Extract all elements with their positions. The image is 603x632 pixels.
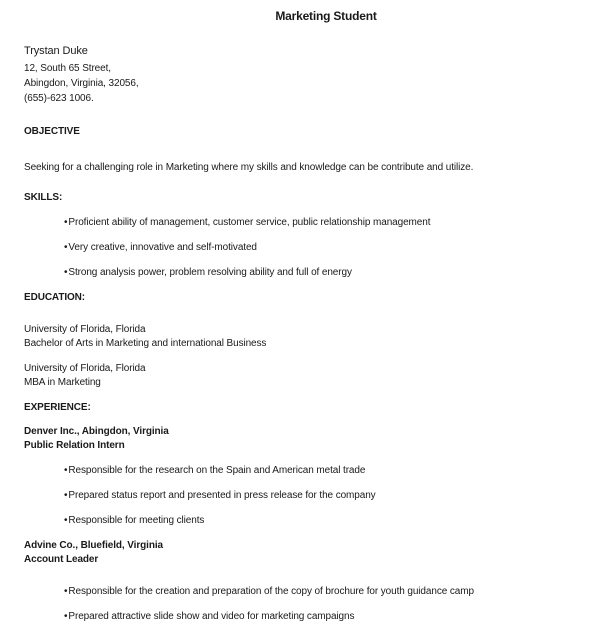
education-school: University of Florida, Florida [24, 363, 146, 374]
contact-address-line2: Abingdon, Virginia, 32056, [24, 78, 139, 89]
contact-name: Trystan Duke [24, 45, 88, 57]
job-item: • Responsible for the creation and preparation of the copy of brochure for youth guidance camp [64, 585, 474, 598]
job-item: • Responsible for the research on the Spain and American metal trade [64, 464, 365, 477]
education-heading: EDUCATION: [24, 292, 86, 303]
experience-heading: EXPERIENCE: [24, 402, 91, 413]
contact-address-line1: 12, South 65 Street, [24, 63, 111, 74]
skills-item: • Very creative, innovative and self-motivated [64, 241, 257, 254]
job-item: • Prepared attractive slide show and video for marketing campaigns [64, 610, 354, 623]
education-school: University of Florida, Florida [24, 324, 146, 335]
contact-phone: (655)-623 1006. [24, 93, 94, 104]
education-degree: Bachelor of Arts in Marketing and international Business [24, 338, 267, 349]
education-degree: MBA in Marketing [24, 377, 101, 388]
job-company: Advine Co., Bluefield, Virginia [24, 540, 163, 551]
page-title: Marketing Student [275, 9, 377, 23]
job-role: Public Relation Intern [24, 440, 125, 451]
objective-heading: OBJECTIVE [24, 126, 80, 137]
job-company: Denver Inc., Abingdon, Virginia [24, 426, 169, 437]
skills-item: • Strong analysis power, problem resolving ability and full of energy [64, 266, 352, 279]
job-item: • Prepared status report and presented in press release for the company [64, 489, 376, 502]
job-item: • Responsible for meeting clients [64, 514, 204, 527]
skills-item: • Proficient ability of management, customer service, public relationship management [64, 216, 430, 229]
skills-heading: SKILLS: [24, 192, 63, 203]
objective-text: Seeking for a challenging role in Marketing where my skills and knowledge can be contribute and utilize. [24, 162, 474, 173]
job-role: Account Leader [24, 554, 99, 565]
